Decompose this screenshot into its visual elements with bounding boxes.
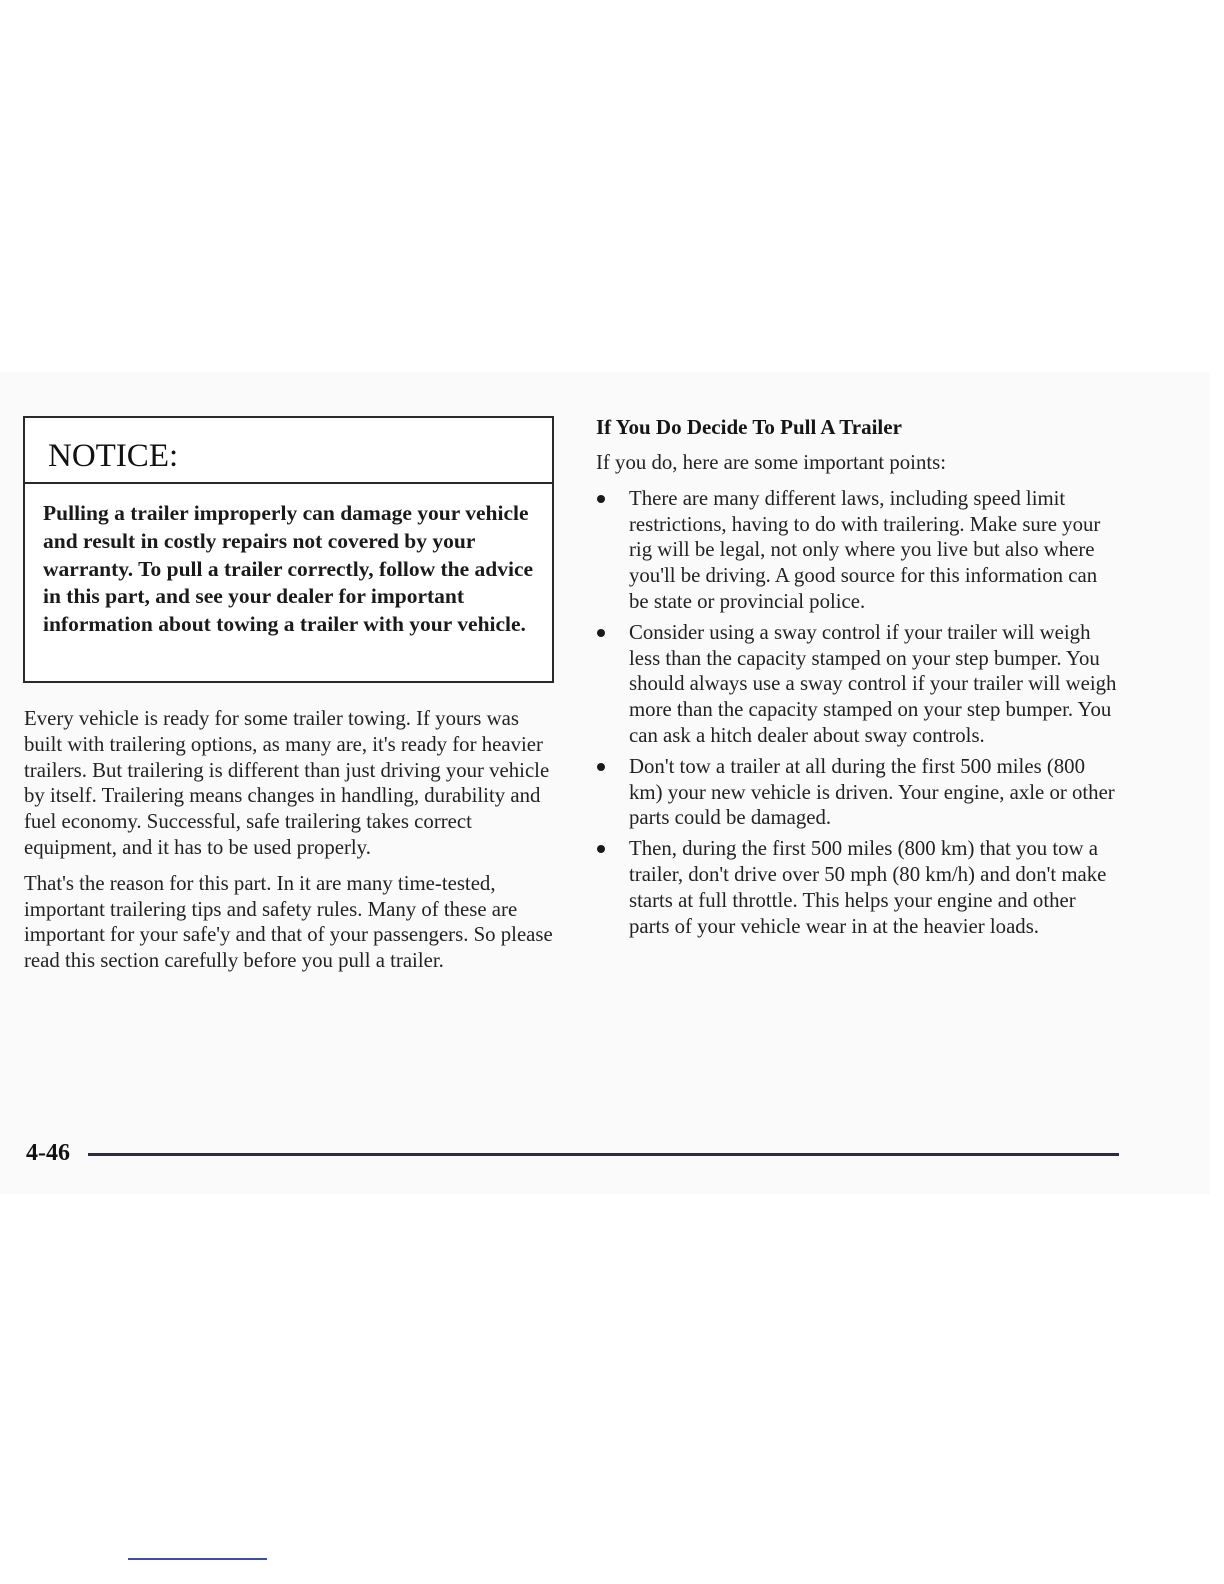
bullet-list xyxy=(596,486,1118,940)
bottom-link-underline[interactable] xyxy=(128,1558,267,1560)
list-item-text: Consider using a sway control if your trailer will weigh less than the capacity stamped on your step bumper. You should always use a sway control if your trailer will weigh more than the capacity stamped on your step bumper. You can ask a hitch dealer about sway controls. xyxy=(629,620,1117,747)
list-item xyxy=(596,620,1118,749)
bullet-icon xyxy=(597,763,605,771)
notice-box xyxy=(23,416,554,683)
list-item-text: Don't tow a trailer at all during the first 500 miles (800 km) your new vehicle is driven. Your engine, axle or other parts could be damaged. xyxy=(629,754,1115,830)
notice-title: NOTICE: xyxy=(48,438,179,474)
list-item xyxy=(596,836,1118,939)
list-item xyxy=(596,486,1118,615)
body-paragraph: That's the reason for this part. In it are many time-tested, important trailering tips and safety rules. Many of these are important for your safe'y and that of your passengers. So please read this section carefully before you pull a trailer. xyxy=(24,871,553,973)
bullet-icon xyxy=(597,495,605,503)
right-column xyxy=(596,414,1118,944)
list-item-text: Then, during the first 500 miles (800 km) that you tow a trailer, don't drive over 50 mph (80 km/h) and don't make starts at full throttle. This helps your engine and other parts of your vehicle wear in at the heavier loads. xyxy=(629,837,1107,938)
bullet-icon xyxy=(597,629,605,637)
notice-header xyxy=(25,418,552,484)
notice-body: Pulling a trailer improperly can damage your vehicle and result in costly repairs not covered by your warranty. To pull a trailer correctly, follow the advice in this part, and see your dealer for important information about towing a trailer with your vehicle. xyxy=(43,501,534,637)
bullet-icon xyxy=(597,845,605,853)
list-item xyxy=(596,754,1118,831)
page-number: 4-46 xyxy=(26,1140,70,1166)
list-item-text: There are many different laws, including speed limit restrictions, having to do with trailering. Make sure your rig will be legal, not only where you live but also where you'll be driving. A good source for this information can be state or provincial police. xyxy=(629,486,1101,613)
left-column xyxy=(24,706,554,984)
intro-paragraph: If you do, here are some important points: xyxy=(596,451,946,474)
section-heading: If You Do Decide To Pull A Trailer xyxy=(596,415,902,439)
body-paragraph: Every vehicle is ready for some trailer towing. If yours was built with trailering options, as many are, it's ready for heavier trailers. But trailering is different than just driving your vehicle by itself. Trailering means changes in handling, durability and fuel economy. Successful, safe trailering takes correct equipment, and it has to be used properly. xyxy=(24,707,550,859)
footer-rule xyxy=(88,1153,1119,1156)
